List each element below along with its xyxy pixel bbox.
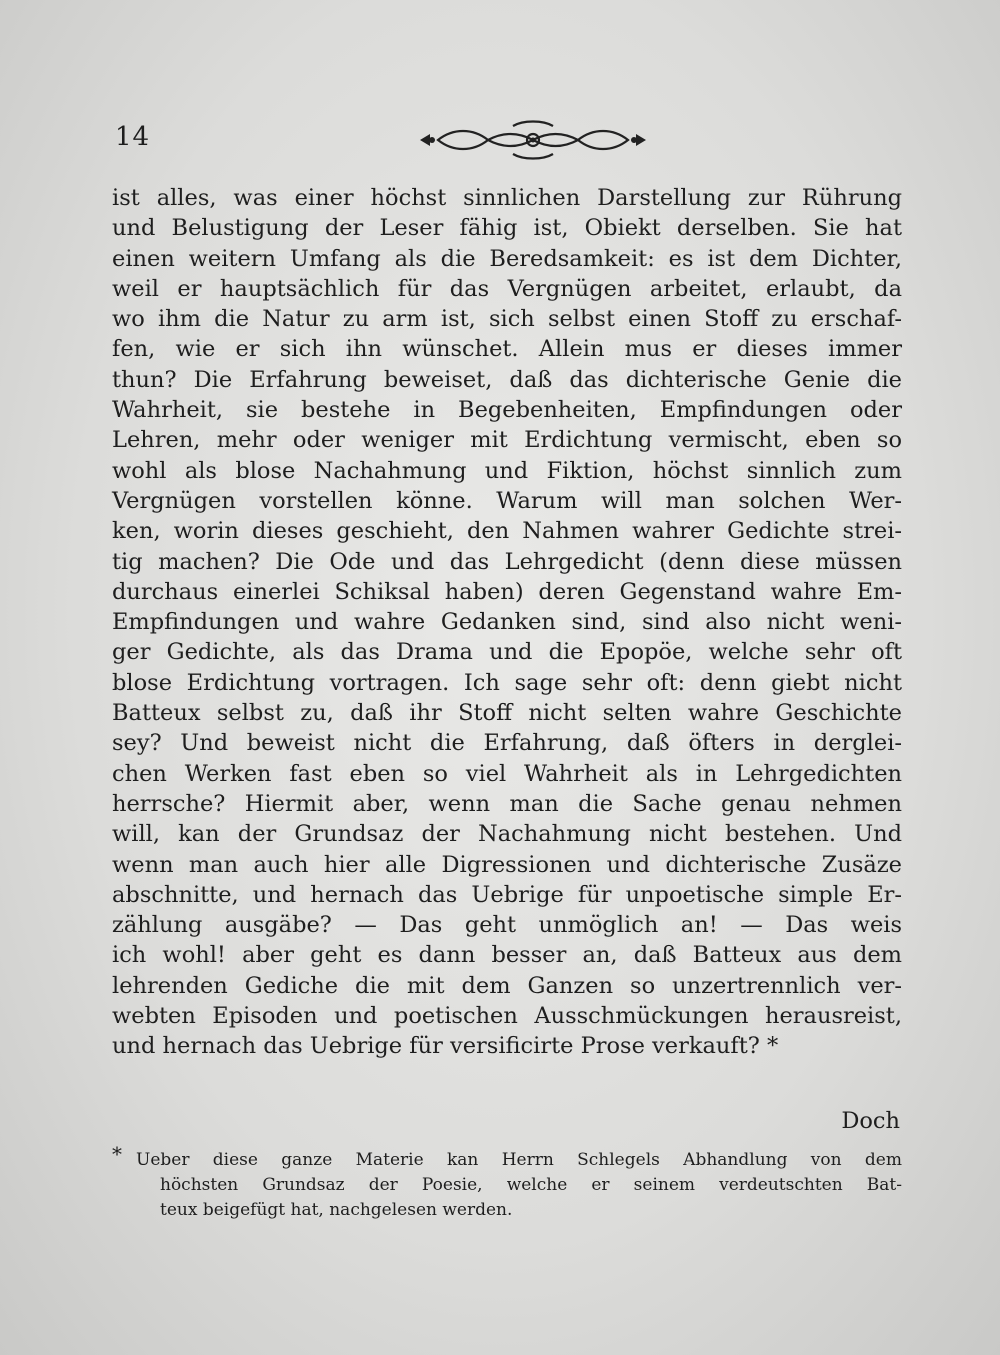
text-line: und Belustigung der Leser fähig ist, Obiekt derselben. Sie hat — [112, 215, 902, 242]
text-line: herrsche? Hiermit aber, wenn man die Sache genau nehmen — [112, 790, 902, 817]
text-line: abschnitte, und hernach das Uebrige für unpoetische simple Er- — [112, 881, 902, 908]
footnote-mark: * — [112, 1142, 122, 1166]
text-line: Empfindungen und wahre Gedanken sind, sind also nicht weni- — [112, 609, 902, 636]
footnote-line: teux beigefügt hat, nachgelesen werden. — [160, 1200, 513, 1220]
text-line: wohl als blose Nachahmung und Fiktion, höchst sinnlich zum — [112, 457, 902, 484]
text-line: will, kan der Grundsaz der Nachahmung nicht bestehen. Und — [112, 821, 902, 848]
text-line: fen, wie er sich ihn wünschet. Allein mus er dieses immer — [112, 336, 902, 363]
text-line: ger Gedichte, als das Drama und die Epopöe, welche sehr oft — [112, 639, 902, 666]
text-line: und hernach das Uebrige für versificirte Prose verkauft? * — [112, 1033, 779, 1060]
footnote — [112, 1142, 902, 1223]
text-line: einen weitern Umfang als die Beredsamkeit: es ist dem Dichter, — [112, 245, 902, 272]
text-line: webten Episoden und poetischen Ausschmückungen herausreist, — [112, 1003, 902, 1030]
text-line: ist alles, was einer höchst sinnlichen Darstellung zur Rührung — [112, 185, 902, 211]
text-line: ken, worin dieses geschieht, den Nahmen wahrer Gedichte strei- — [112, 518, 902, 545]
text-line: chen Werken fast eben so viel Wahrheit als in Lehrgedichten — [112, 760, 902, 787]
text-line: thun? Die Erfahrung beweiset, daß das dichterische Genie die — [112, 366, 902, 393]
text-line: sey? Und beweist nicht die Erfahrung, daß öfters in derglei- — [112, 730, 902, 757]
text-line: weil er hauptsächlich für das Vergnügen arbeitet, erlaubt, da — [112, 275, 902, 302]
text-line: wo ihm die Natur zu arm ist, sich selbst einen Stoff zu erschaf- — [112, 306, 902, 333]
text-line: Batteux selbst zu, daß ihr Stoff nicht selten wahre Geschichte — [112, 700, 902, 727]
text-line: ich wohl! aber geht es dann besser an, daß Batteux aus dem — [112, 942, 902, 969]
footnote-line: Ueber diese ganze Materie kan Herrn Schlegels Abhandlung von dem — [136, 1150, 902, 1170]
text-line: zählung ausgäbe? — Das geht unmöglich an! — Das weis — [112, 912, 902, 939]
headpiece-ornament-icon — [418, 118, 648, 162]
footnote-line: höchsten Grundsaz der Poesie, welche er seinem verdeutschten Bat- — [160, 1175, 902, 1195]
page-number: 14 — [115, 122, 151, 152]
body-text — [112, 183, 902, 1062]
text-line: lehrenden Gediche die mit dem Ganzen so unzertrennlich ver- — [112, 972, 902, 999]
text-line: wenn man auch hier alle Digressionen und dichterische Zusäze — [112, 851, 902, 878]
catchword: Doch — [841, 1108, 900, 1134]
text-line: tig machen? Die Ode und das Lehrgedicht (denn diese müssen — [112, 548, 902, 575]
text-line: Lehren, mehr oder weniger mit Erdichtung vermischt, eben so — [112, 427, 902, 454]
text-line: Vergnügen vorstellen könne. Warum will man solchen Wer- — [112, 487, 902, 514]
text-line: blose Erdichtung vortragen. Ich sage sehr oft: denn giebt nicht — [112, 669, 902, 696]
text-line: durchaus einerlei Schiksal haben) deren Gegenstand wahre Em- — [112, 578, 902, 605]
text-line: Wahrheit, sie bestehe in Begebenheiten, Empfindungen oder — [112, 397, 902, 424]
